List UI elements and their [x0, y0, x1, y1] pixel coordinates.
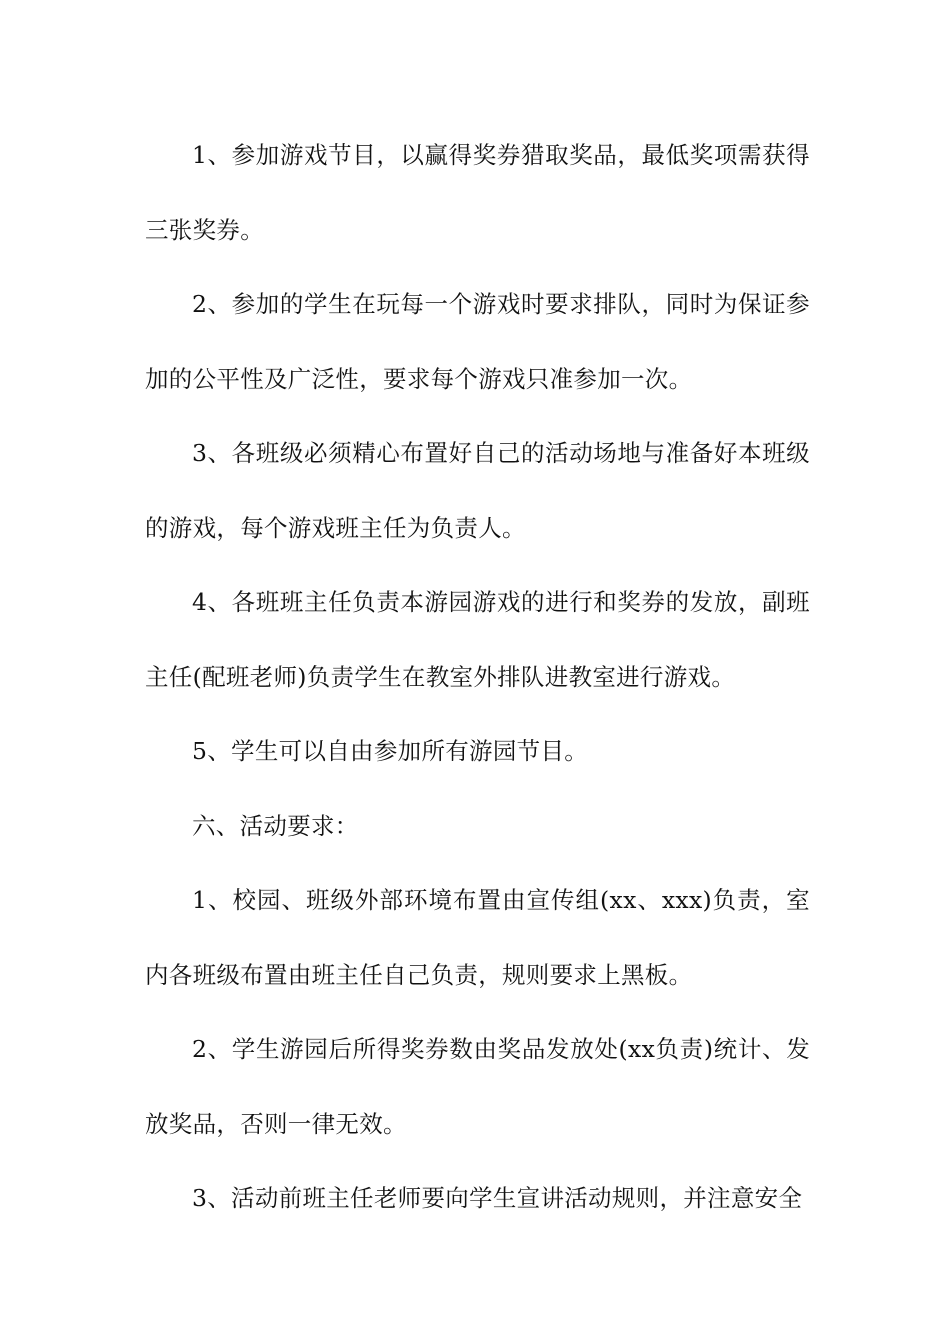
- paragraph-rule-5: 5、学生可以自由参加所有游园节目。: [192, 737, 589, 765]
- paragraph-rule-1: 1、参加游戏节目，以赢得奖券猎取奖品，最低奖项需获得三张奖券。: [145, 141, 810, 244]
- document-body: [145, 118, 810, 1236]
- paragraph-requirement-1: 1、校园、班级外部环境布置由宣传组(xx、xxx)负责，室内各班级布置由班主任自己负责，规则要求上黑板。: [145, 886, 810, 989]
- paragraph-rule-2: 2、参加的学生在玩每一个游戏时要求排队，同时为保证参加的公平性及广泛性，要求每个游戏只准参加一次。: [145, 290, 810, 393]
- paragraph-requirement-3: 3、活动前班主任老师要向学生宣讲活动规则，并注意安全: [192, 1184, 803, 1212]
- paragraph-rule-3: 3、各班级必须精心布置好自己的活动场地与准备好本班级的游戏，每个游戏班主任为负责人。: [145, 439, 810, 542]
- paragraph-rule-4: 4、各班班主任负责本游园游戏的进行和奖券的发放，副班主任(配班老师)负责学生在教室外排队进教室进行游戏。: [145, 588, 810, 691]
- paragraph-requirement-2: 2、学生游园后所得奖券数由奖品发放处(xx负责)统计、发放奖品，否则一律无效。: [145, 1035, 810, 1138]
- section-heading-activity-requirements: 六、活动要求：: [192, 811, 359, 840]
